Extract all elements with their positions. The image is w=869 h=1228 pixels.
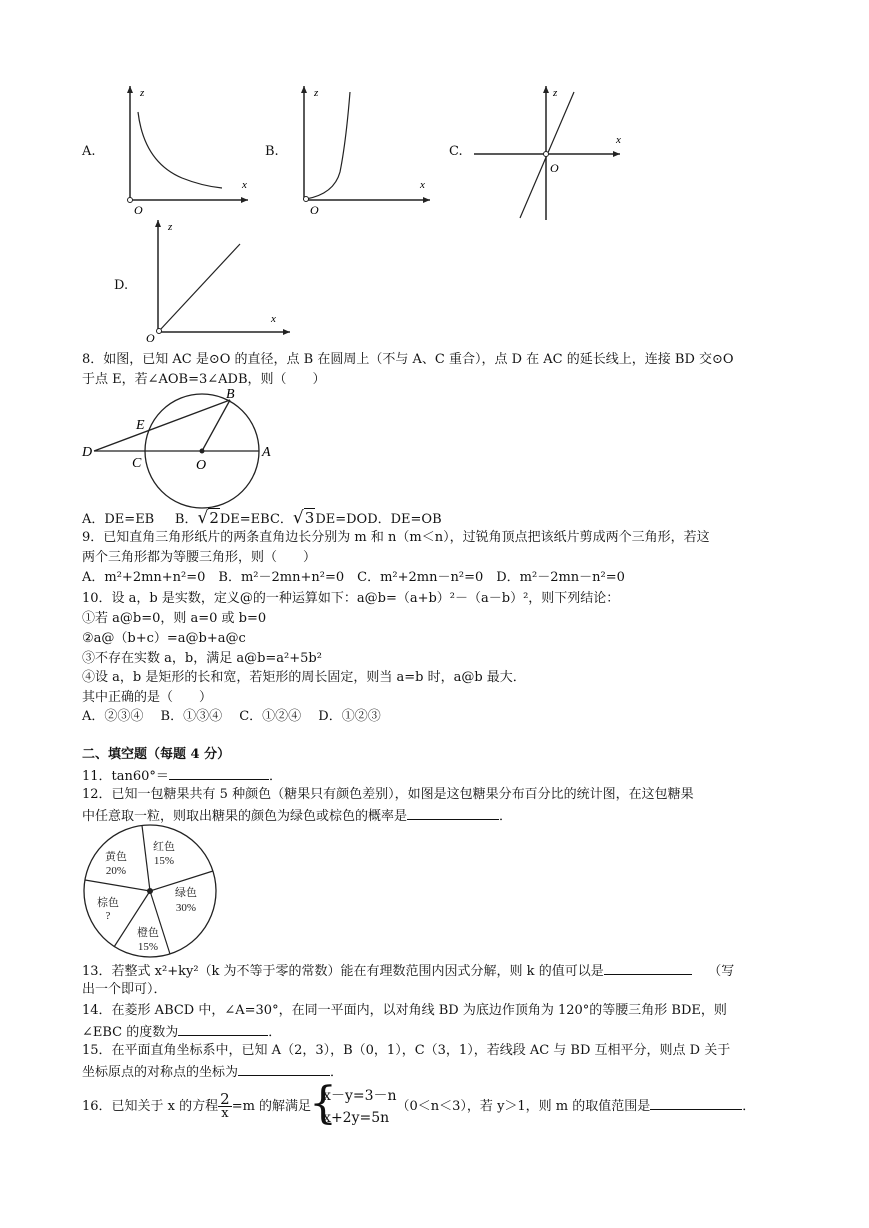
section2-heading: 二、填空题（每题 4 分） bbox=[82, 747, 231, 762]
q16-equation-system: { x－y=3－n x+2y=5n bbox=[309, 1077, 397, 1129]
q13-text-line1: 13．若整式 x²+ky²（k 为不等于零的常数）能在有理数范围内因式分解，则 k 的值可以是 （写 bbox=[82, 964, 735, 979]
q14-text-line2: ∠EBC 的度数为 ． bbox=[82, 1025, 282, 1040]
svg-text:E: E bbox=[136, 418, 145, 433]
q16-fraction: $\frac{2}{x}$ bbox=[220, 1090, 230, 1121]
q7-option-c-label: C. bbox=[449, 144, 463, 159]
svg-text:z: z bbox=[168, 221, 173, 233]
pie-label-yellow-pct: 20% bbox=[105, 865, 127, 877]
pie-label-brown-name: 棕色 bbox=[97, 897, 119, 909]
left-brace-icon: { bbox=[309, 1077, 338, 1129]
svg-text:z: z bbox=[553, 87, 558, 99]
q7-graph-a bbox=[102, 82, 252, 214]
q9-text-line1: 9．已知直角三角形纸片的两条直角边长分别为 m 和 n（m＜n），过锐角顶点把该纸片剪成两个三角形，若这 bbox=[82, 530, 710, 545]
svg-text:O: O bbox=[550, 161, 559, 175]
q7-option-d-label: D. bbox=[114, 278, 129, 293]
sqrt-symbol: √3 bbox=[292, 508, 315, 528]
q9-text-line2: 两个三角形都为等腰三角形，则（ ） bbox=[82, 550, 317, 565]
svg-text:B: B bbox=[226, 387, 235, 402]
q15-text-line1: 15．在平面直角坐标系中，已知 A（2，3），B（0，1），C（3，1），若线段 AC 与 BD 互相平分，则点 D 关于 bbox=[82, 1043, 731, 1058]
svg-text:z: z bbox=[314, 87, 319, 99]
q10-item3: ③不存在实数 a，b，满足 a@b=a²+5b² bbox=[82, 651, 322, 666]
svg-text:O: O bbox=[146, 331, 155, 344]
q15-answer-blank[interactable] bbox=[238, 1063, 330, 1076]
q10-item2: ②a@（b+c）=a@b+a@c bbox=[82, 631, 246, 646]
svg-text:x: x bbox=[420, 179, 425, 191]
q16-answer-blank[interactable] bbox=[650, 1097, 742, 1110]
q12-text-line2: 中任意取一粒，则取出糖果的颜色为绿色或棕色的概率是 ． bbox=[82, 809, 513, 824]
pie-label-orange-pct: 15% bbox=[137, 941, 159, 953]
q8-option-c: C．√3DE=DO bbox=[269, 508, 368, 528]
pie-label-green-pct: 30% bbox=[175, 902, 197, 914]
q7-option-b-label: B. bbox=[265, 144, 279, 159]
q11-answer-blank[interactable] bbox=[169, 767, 269, 780]
q8-text-line2: 于点 E，若∠AOB=3∠ADB，则（ ） bbox=[82, 372, 326, 387]
q10-prompt: 其中正确的是（ ） bbox=[82, 690, 213, 705]
q7-option-a-label: A. bbox=[82, 144, 96, 159]
svg-text:x: x bbox=[242, 179, 247, 191]
pie-label-red-pct: 15% bbox=[153, 855, 175, 867]
svg-text:D: D bbox=[82, 445, 93, 460]
q10-item4: ④设 a，b 是矩形的长和宽，若矩形的周长固定，则当 a=b 时，a@b 最大． bbox=[82, 670, 526, 685]
pie-label-yellow-name: 黄色 bbox=[105, 851, 127, 863]
svg-text:x: x bbox=[616, 134, 621, 146]
q8-option-b: B．√2DE=EB bbox=[174, 508, 270, 528]
svg-text:O: O bbox=[196, 458, 207, 473]
pie-label-brown-pct: ? bbox=[105, 910, 111, 922]
svg-text:O: O bbox=[134, 203, 143, 214]
q8-option-a: A．DE=EB bbox=[82, 512, 155, 527]
q8-circle-figure bbox=[80, 386, 280, 512]
pie-label-green-name: 绿色 bbox=[175, 887, 197, 899]
svg-text:C: C bbox=[132, 456, 142, 471]
q8-options bbox=[82, 510, 442, 528]
pie-label-red-name: 红色 bbox=[153, 841, 175, 853]
q11-text: 11．tan60°＝ ． bbox=[82, 769, 282, 784]
q8-text-line1: 8．如图，已知 AC 是⊙O 的直径，点 B 在圆周上（不与 A、C 重合），点 D 在 AC 的延长线上，连接 BD 交⊙O bbox=[82, 352, 734, 367]
q8-option-d: D．DE=OB bbox=[367, 512, 442, 527]
q13-text-line2: 出一个即可）． bbox=[82, 982, 167, 997]
q12-text-line1: 12．已知一包糖果共有 5 种颜色（糖果只有颜色差别），如图是这包糖果分布百分比的统计图，在这包糖果 bbox=[82, 787, 694, 802]
q14-answer-blank[interactable] bbox=[178, 1023, 268, 1036]
q16-text: 16．已知关于 x 的方程 $\frac{2}{x}$ =m 的解满足 { x－y=3－n x+2y=5n （0＜n＜3），若 y＞1，则 m 的取值范围是 ． bbox=[82, 1077, 756, 1129]
q7-graph-d bbox=[134, 216, 294, 344]
q9-options: A．m²+2mn+n²=0 B．m²－2mn+n²=0 C．m²+2mn－n²=0 D．m²－2mn－n²=0 bbox=[82, 570, 625, 585]
svg-text:A: A bbox=[262, 445, 271, 460]
svg-text:O: O bbox=[310, 203, 319, 216]
sqrt-symbol: √2 bbox=[197, 508, 219, 528]
q14-text-line1: 14．在菱形 ABCD 中，∠A=30°，在同一平面内，以对角线 BD 为底边作顶角为 120°的等腰三角形 BDE，则 bbox=[82, 1003, 727, 1018]
q10-item1: ①若 a@b=0，则 a=0 或 b=0 bbox=[82, 611, 267, 626]
q10-options: A．②③④ B．①③④ C．①②④ D．①②③ bbox=[82, 709, 381, 724]
q7-graph-b bbox=[284, 82, 434, 216]
svg-text:z: z bbox=[140, 87, 145, 99]
q13-answer-blank[interactable] bbox=[604, 962, 692, 975]
pie-label-orange-name: 橙色 bbox=[137, 927, 159, 939]
q7-graph-c bbox=[470, 82, 630, 222]
q10-text-line1: 10．设 a，b 是实数，定义@的一种运算如下：a@b=（a+b）²－（a－b）²，则下列结论： bbox=[82, 591, 620, 606]
svg-text:x: x bbox=[271, 313, 276, 325]
q15-text-line2: 坐标原点的对称点的坐标为 ． bbox=[82, 1065, 344, 1080]
q12-answer-blank[interactable] bbox=[407, 807, 499, 820]
q12-pie-chart bbox=[80, 822, 220, 960]
